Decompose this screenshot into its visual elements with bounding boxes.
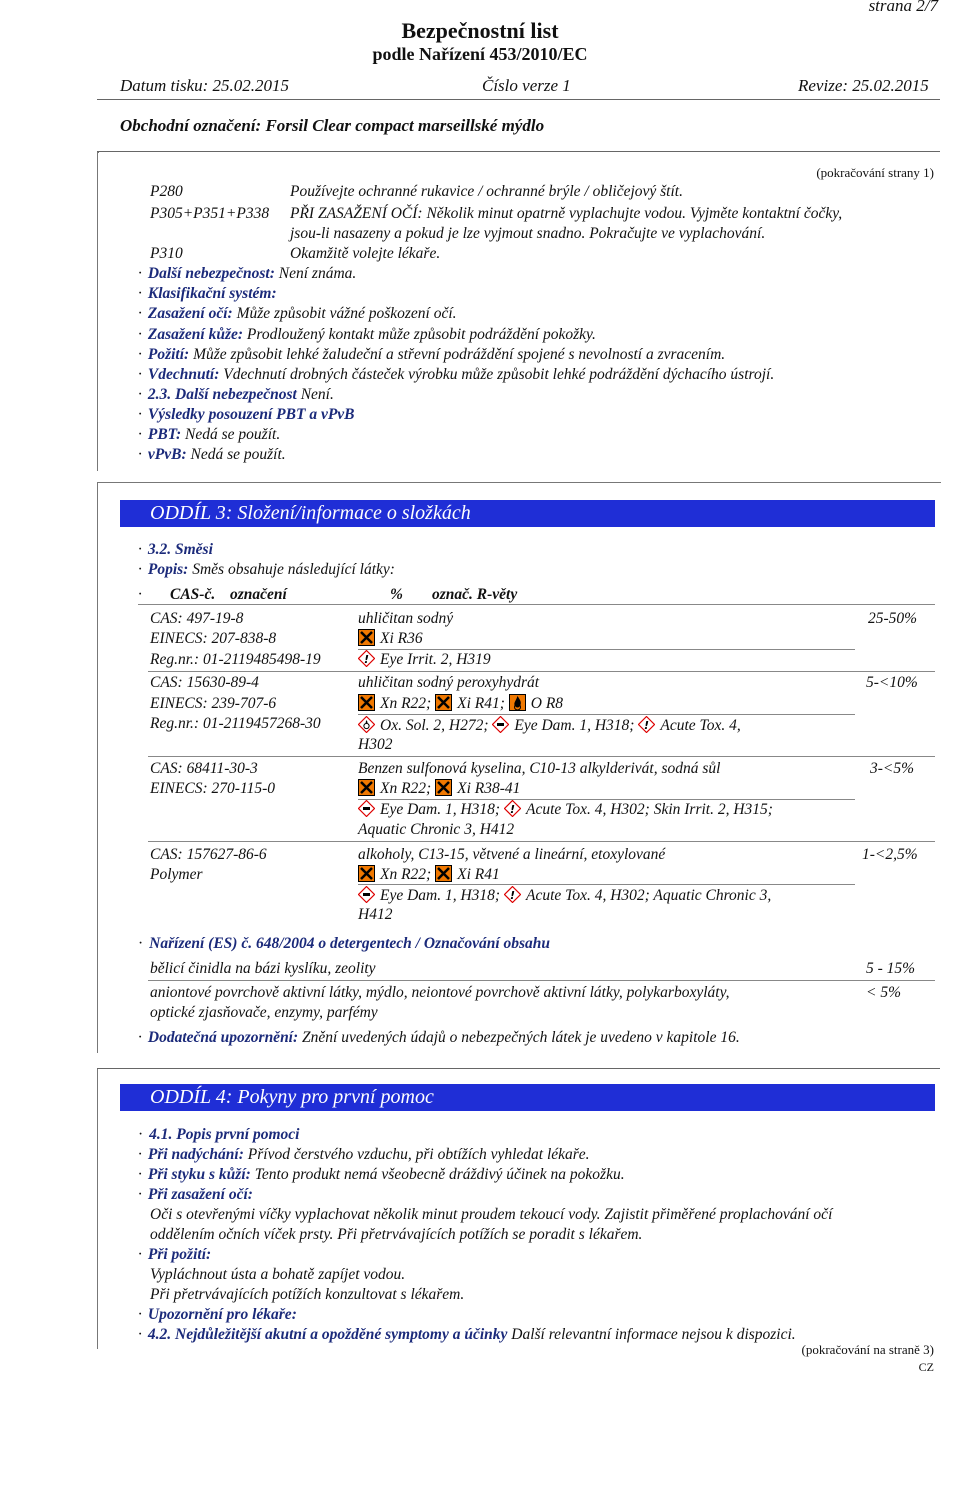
document-title: Bezpečnostní list	[401, 18, 559, 43]
section-3-2: · 3.2. Směsi	[138, 541, 213, 558]
eye-aid-label: · Při zasažení očí:	[138, 1186, 253, 1203]
corrosion-icon	[358, 886, 375, 903]
row2-subrule	[358, 714, 855, 715]
row4-hphrase-cont: H412	[358, 906, 393, 923]
version-number: Číslo verze 1	[482, 76, 571, 95]
reg-row2-text: aniontové povrchově aktivní látky, mýdlo, neiontové povrchově aktivní látky, polykarboxyláty,	[150, 984, 730, 1001]
p305-code: P305+P351+P338	[150, 205, 270, 222]
exclamation-icon	[638, 716, 655, 733]
pbt: · PBT: Nedá se použít.	[138, 426, 281, 443]
col-cas: CAS-č.	[170, 586, 216, 603]
row2-reg: Reg.nr.: 01-2119457268-30	[150, 715, 321, 732]
page-number: strana 2/7	[868, 0, 938, 15]
row3-hphrase-cont: Aquatic Chronic 3, H412	[358, 821, 515, 838]
row1-rphrase: Xi R36	[358, 629, 423, 649]
section4-title: ODDÍL 4: Pokyny pro první pomoc	[120, 1084, 935, 1111]
harmful-cross-icon	[358, 779, 375, 796]
reg-row1-text: bělicí činidla na bázi kyslíku, zeolity	[150, 960, 376, 977]
section-4-1: · 4.1. Popis první pomoci	[138, 1126, 300, 1143]
p280-code: P280	[150, 183, 183, 200]
row3-rphrase: Xn R22; Xi R38-41	[358, 779, 520, 799]
col-pct: %	[390, 586, 403, 603]
section-2-3: · 2.3. Další nebezpečnost Není.	[138, 386, 334, 403]
exclamation-icon	[504, 800, 521, 817]
ingestion-aid-text-1: Vypláchnout ústa a bohatě zapíjet vodou.	[150, 1266, 406, 1283]
harmful-cross-icon	[358, 694, 375, 711]
corrosion-icon	[492, 716, 509, 733]
row2-hphrase-cont: H302	[358, 736, 393, 753]
row4-cas: CAS: 157627-86-6	[150, 846, 267, 863]
row4-pct: 1-<2,5%	[862, 846, 918, 863]
row2-hphrase: Ox. Sol. 2, H272; Eye Dam. 1, H318; ! Acute Tox. 4,	[358, 716, 741, 736]
svg-text:!: !	[509, 889, 515, 902]
classification-system: · Klasifikační systém:	[138, 285, 277, 302]
irritant-cross-icon	[435, 865, 452, 882]
skin-aid: · Při styku s kůží: Tento produkt nemá všeobecně dráždivý účinek na pokožku.	[138, 1166, 625, 1183]
p310-text: Okamžitě volejte lékaře.	[290, 245, 441, 262]
section4-top-rule	[97, 1068, 940, 1069]
svg-text:!: !	[644, 719, 650, 732]
row2-rule	[148, 756, 935, 757]
skin-contact: · Zasažení kůže: Prodloužený kontakt může způsobit podráždění pokožky.	[138, 326, 596, 343]
reg-row1-pct: 5 - 15%	[866, 960, 916, 977]
other-hazard: · Další nebezpečnost: Není známa.	[138, 265, 357, 282]
print-date: Datum tisku: 25.02.2015	[120, 76, 290, 95]
harmful-cross-icon	[358, 865, 375, 882]
continuation-note: (pokračování strany 1)	[816, 165, 934, 180]
p280-text: Používejte ochranné rukavice / ochranné brýle / obličejový štít.	[290, 183, 683, 200]
svg-text:!: !	[509, 803, 515, 816]
doctor-notice: · Upozornění pro lékaře:	[138, 1306, 297, 1323]
row1-reg: Reg.nr.: 01-2119485498-19	[150, 651, 321, 668]
section4-frame	[97, 1068, 99, 1349]
p305-text-2: jsou-li nasazeny a pokud je lze vyjmout snadno. Pokračujte ve vyplachování.	[290, 225, 766, 242]
p310-code: P310	[150, 245, 183, 262]
vpvb: · vPvB: Nedá se použít.	[138, 446, 286, 463]
reg-rule	[148, 980, 935, 981]
row3-rule	[148, 841, 935, 842]
row3-cas: CAS: 68411-30-3	[150, 760, 258, 777]
row2-rphrase: Xn R22; Xi R41; O R8	[358, 694, 563, 714]
continuation-next: (pokračování na straně 3)	[801, 1342, 934, 1357]
irritant-cross-icon	[435, 779, 452, 796]
language-code: CZ	[918, 1360, 934, 1374]
eye-aid-text-1: Oči s otevřenými víčky vyplachovat několik minut proudem tekoucí vody. Zajistit přiměřené proplachování očí	[150, 1206, 833, 1223]
oxidizing-flame-icon	[509, 694, 526, 711]
row4-subrule	[358, 884, 855, 885]
exclamation-icon	[358, 650, 375, 667]
harmful-cross-icon	[358, 629, 375, 646]
flame-over-circle-icon	[358, 716, 375, 733]
table-header: ·	[138, 586, 142, 603]
section-4-2: · 4.2. Nejdůležitější akutní a opožděné symptomy a účinky Další relevantní informace nejsou k dispozici.	[138, 1326, 796, 1343]
row4-hphrase: Eye Dam. 1, H318; ! Acute Tox. 4, H302; Aquatic Chronic 3,	[358, 886, 771, 906]
revision-date: Revize: 25.02.2015	[798, 76, 929, 95]
row2-cas: CAS: 15630-89-4	[150, 674, 259, 691]
eye-aid-text-2: oddělením očních víček prsty. Při přetrvávajících potížích se poradit s lékařem.	[150, 1226, 643, 1243]
row1-rule	[148, 671, 935, 672]
exclamation-icon	[504, 886, 521, 903]
irritant-cross-icon	[435, 694, 452, 711]
inhalation-aid: · Při nadýchání: Přívod čerstvého vzduchu, při obtížích vyhledat lékaře.	[138, 1146, 590, 1163]
row3-einecs: EINECS: 270-115-0	[150, 780, 275, 797]
svg-text:!: !	[363, 653, 370, 666]
row2-einecs: EINECS: 239-707-6	[150, 695, 277, 712]
section3-title: ODDÍL 3: Složení/informace o složkách	[120, 500, 935, 527]
header-divider	[97, 99, 940, 100]
row3-pct: 3-<5%	[870, 760, 915, 777]
table-header-rule	[138, 604, 935, 605]
pbt-heading: · Výsledky posouzení PBT a vPvB	[138, 406, 355, 423]
corrosion-icon	[358, 800, 375, 817]
mixture-description: · Popis: Směs obsahuje následující látky:	[138, 561, 395, 578]
eye-contact: · Zasažení očí: Může způsobit vážné poškození očí.	[138, 305, 457, 322]
row1-cas: CAS: 497-19-8	[150, 610, 244, 627]
row2-pct: 5-<10%	[866, 674, 918, 691]
col-name: označení	[230, 586, 287, 603]
row3-hphrase: Eye Dam. 1, H318; ! Acute Tox. 4, H302; Skin Irrit. 2, H315;	[358, 800, 773, 820]
p305-text-1: PŘI ZASAŽENÍ OČÍ: Několik minut opatrně vyplachujte vodou. Vyjměte kontaktní čočky,	[290, 205, 843, 222]
ingestion-aid-text-2: Při přetrvávajících potížích konzultovat s lékařem.	[150, 1286, 465, 1303]
section2-frame	[97, 152, 99, 471]
additional-notes: · Dodatečná upozornění: Znění uvedených údajů o nebezpečných látek je uvedeno v kapitole 16.	[138, 1029, 740, 1046]
row4-name: alkoholy, C13-15, větvené a lineární, etoxylované	[358, 846, 666, 863]
row3-name: Benzen sulfonová kyselina, C10-13 alkylderivát, sodná sůl	[358, 760, 721, 777]
detergent-regulation: · Nařízení (ES) č. 648/2004 o detergentech / Označování obsahu	[138, 935, 551, 952]
col-r: označ. R-věty	[432, 586, 518, 603]
row1-einecs: EINECS: 207-838-8	[150, 630, 277, 647]
trade-name: Obchodní označení: Forsil Clear compact marseillské mýdlo	[120, 116, 545, 135]
reg-row2-text-2: optické zjasňovače, enzymy, parfémy	[150, 1004, 378, 1021]
row1-hphrase: ! Eye Irrit. 2, H319	[358, 650, 491, 670]
reg-row2-pct: < 5%	[866, 984, 901, 1001]
ingestion-aid-label: · Při požití:	[138, 1246, 212, 1263]
row4-rphrase: Xn R22; Xi R41	[358, 865, 500, 885]
row4-polymer: Polymer	[150, 866, 203, 883]
ingestion: · Požití: Může způsobit lehké žaludeční a střevní podráždění spojené s nevolností a zvracením.	[138, 346, 726, 363]
row2-name: uhličitan sodný peroxyhydrát	[358, 674, 540, 691]
trade-divider	[97, 151, 940, 152]
document-subtitle: podle Nařízení 453/2010/EC	[372, 44, 588, 64]
inhalation: · Vdechnutí: Vdechnutí drobných částeček výrobku může způsobit lehké podráždění dýchacího ústrojí.	[138, 366, 775, 383]
row1-pct: 25-50%	[868, 610, 918, 627]
row1-name: uhličitan sodný	[358, 610, 454, 627]
